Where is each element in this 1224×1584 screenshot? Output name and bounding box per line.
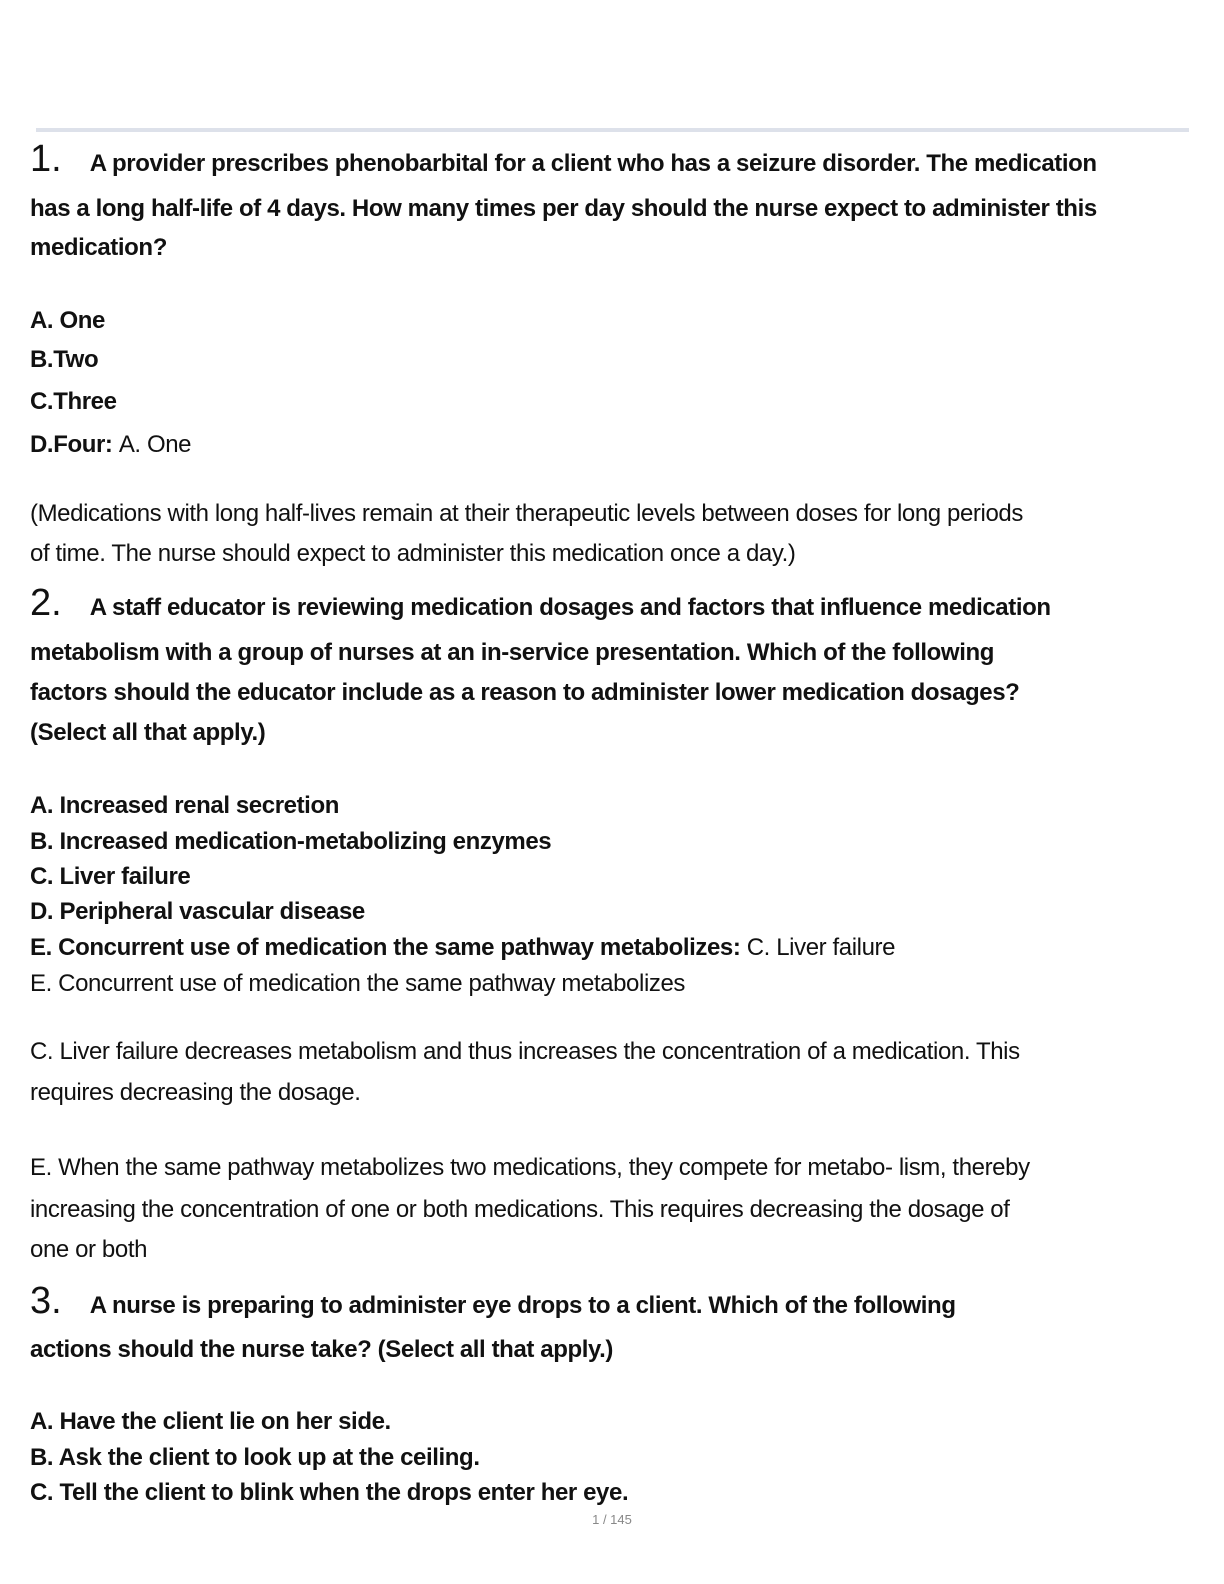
question-1-option-b: B.Two: [30, 346, 99, 373]
question-1-rationale-line-1: (Medications with long half-lives remain at their therapeutic levels between doses for long periods: [30, 500, 1023, 527]
question-3-option-b: B. Ask the client to look up at the ceiling.: [30, 1444, 480, 1471]
page-indicator: 1 / 145: [592, 1512, 632, 1527]
question-3-option-a: A. Have the client lie on her side.: [30, 1408, 391, 1435]
question-2-stem-line-4: (Select all that apply.): [30, 719, 266, 746]
question-2-stem-line-3: factors should the educator include as a reason to administer lower medication dosages?: [30, 679, 1020, 706]
question-1-number: 1.: [30, 138, 62, 180]
question-2-option-b: B. Increased medication-metabolizing enzymes: [30, 828, 552, 855]
question-3-option-c: C. Tell the client to blink when the drops enter her eye.: [30, 1479, 629, 1506]
question-2-option-d: D. Peripheral vascular disease: [30, 898, 365, 925]
question-2-stem-line-1: 2. A staff educator is reviewing medication dosages and factors that influence medication: [30, 582, 1051, 624]
question-1-stem-line-2: has a long half-life of 4 days. How many times per day should the nurse expect to administer this: [30, 195, 1097, 222]
question-2-answer-line-2: E. Concurrent use of medication the same pathway metabolizes: [30, 970, 686, 997]
question-1-option-a: A. One: [30, 307, 105, 334]
question-1-option-d: D.Four: A. One: [30, 431, 192, 458]
question-2-rationale-e-line-3: one or both: [30, 1236, 148, 1263]
question-2-rationale-e-line-2: increasing the concentration of one or both medications. This requires decreasing the dosage of: [30, 1196, 1010, 1223]
question-1-stem-line-3: medication?: [30, 234, 167, 261]
question-2-number: 2.: [30, 582, 62, 624]
question-3-number: 3.: [30, 1280, 62, 1322]
header-divider: [36, 128, 1189, 132]
question-3-stem-line-1: 3. A nurse is preparing to administer eye drops to a client. Which of the following: [30, 1280, 956, 1322]
question-1-option-c: C.Three: [30, 388, 117, 415]
question-1-rationale-line-2: of time. The nurse should expect to administer this medication once a day.): [30, 540, 796, 567]
question-1-answer: A. One: [118, 431, 192, 458]
question-2-stem-line-2: metabolism with a group of nurses at an in-service presentation. Which of the following: [30, 639, 994, 666]
question-3-stem-line-2: actions should the nurse take? (Select all that apply.): [30, 1336, 614, 1363]
question-2-rationale-c-line-2: requires decreasing the dosage.: [30, 1079, 361, 1106]
question-2-option-e: E. Concurrent use of medication the same pathway metabolizes: C. Liver failure: [30, 934, 896, 961]
question-1-stem-line-1: 1. A provider prescribes phenobarbital for a client who has a seizure disorder. The medication: [30, 138, 1097, 180]
question-2-rationale-e-line-1: E. When the same pathway metabolizes two medications, they compete for metabo- lism, thereby: [30, 1154, 1030, 1181]
question-2-answer: C. Liver failure: [746, 934, 896, 961]
question-2-option-c: C. Liver failure: [30, 863, 191, 890]
question-2-rationale-c-line-1: C. Liver failure decreases metabolism and thus increases the concentration of a medication. This: [30, 1038, 1020, 1065]
question-2-option-a: A. Increased renal secretion: [30, 792, 339, 819]
